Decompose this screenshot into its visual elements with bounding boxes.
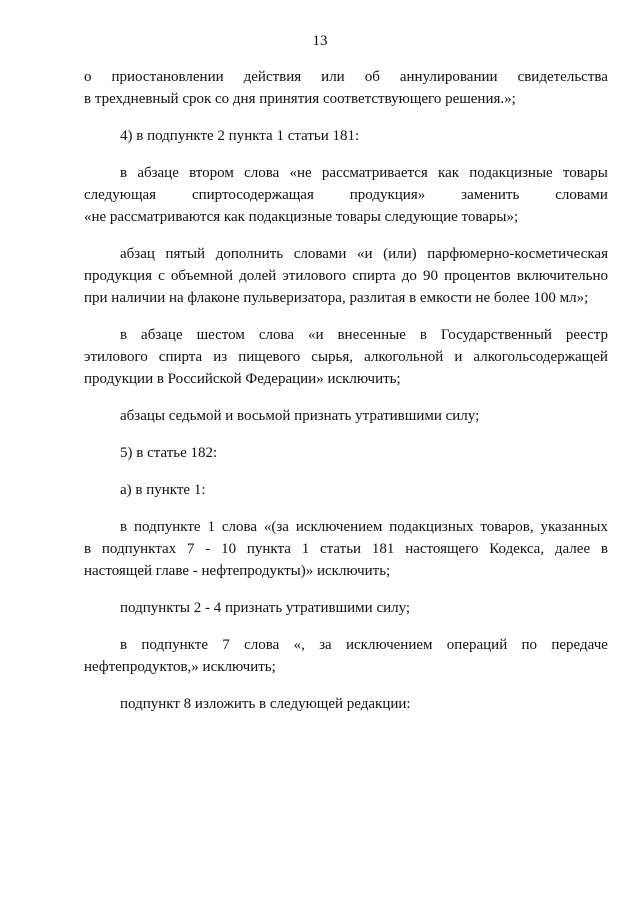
word: подпунктах (101, 541, 177, 557)
word: внесенные (337, 327, 406, 343)
word: 7 (222, 637, 230, 653)
word: «не (289, 165, 312, 181)
paragraph-9-line-2 (84, 538, 608, 560)
paragraph-3-line-2 (84, 184, 608, 206)
word: исключением (295, 519, 383, 535)
word: слова (258, 327, 295, 343)
paragraph-5-line-3: продукции в Российской Федерации» исключить; (84, 371, 401, 387)
paragraph-1-line-2: в трехдневный срок со дня принятия соответствующего решения.»; (84, 91, 516, 107)
word: дополнить (215, 246, 284, 262)
paragraph-6-line-1: абзацы седьмой и восьмой признать утратившими силу; (120, 408, 480, 424)
word: товаров, (480, 519, 534, 535)
word: подакцизных (389, 519, 474, 535)
word: в (120, 327, 128, 343)
paragraph-4-line-3: при наличии на флаконе пульверизатора, разлитая в емкости не более 100 мл»; (84, 290, 589, 306)
word: словами (293, 246, 347, 262)
word: пятый (165, 246, 206, 262)
word: этилового (282, 268, 347, 284)
paragraph-9-line-1 (84, 516, 608, 538)
word: в (600, 541, 608, 557)
word: в (84, 541, 92, 557)
word: «, (293, 637, 305, 653)
word: до (401, 268, 417, 284)
word: 90 (422, 268, 438, 284)
word: заменить (461, 187, 520, 203)
word: исключением (346, 637, 433, 653)
word: этилового (84, 349, 148, 365)
word: из (213, 349, 228, 365)
word: спирта (158, 349, 203, 365)
word: «и (357, 246, 373, 262)
word: реестр (565, 327, 608, 343)
word: 181 (371, 541, 395, 557)
word: 1 (207, 519, 215, 535)
word: как (438, 165, 460, 181)
word: свидетельства (517, 69, 608, 85)
word: объемной (170, 268, 234, 284)
paragraph-12-line-1: подпункт 8 изложить в следующей редакции: (120, 696, 411, 712)
word: слова (244, 637, 280, 653)
word: с (158, 268, 165, 284)
word: включительно (516, 268, 608, 284)
word: подакцизные (469, 165, 553, 181)
word: в (419, 327, 427, 343)
word: втором (189, 165, 234, 181)
word: слова (221, 519, 257, 535)
word: в (120, 519, 128, 535)
word: рассматривается (321, 165, 428, 181)
word: аннулировании (399, 69, 498, 85)
word: 10 (221, 541, 237, 557)
word: следующая (84, 187, 157, 203)
paragraph-2-line-1: 4) в подпункте 2 пункта 1 статьи 181: (120, 128, 360, 144)
word: по (521, 637, 538, 653)
word: о (84, 69, 92, 85)
word: спиртосодержащая (191, 187, 314, 203)
paragraph-4-line-2 (84, 265, 608, 287)
word: пищевого (238, 349, 301, 365)
word: долей (239, 268, 277, 284)
word: спирта (352, 268, 396, 284)
word: слова (244, 165, 280, 181)
word: продукция» (349, 187, 426, 203)
word: продукция (84, 268, 152, 284)
paragraph-11-line-2: нефтепродуктов,» исключить; (84, 659, 276, 675)
word: подпункте (133, 519, 201, 535)
document-body (84, 66, 608, 715)
paragraph-3-line-3: «не рассматриваются как подакцизные товары следующие товары»; (84, 209, 519, 225)
paragraph-5-line-1 (84, 324, 608, 346)
word: и (454, 349, 463, 365)
word: словами (555, 187, 608, 203)
word: алкогольсодержащей (473, 349, 608, 365)
word: приостановлении (111, 69, 224, 85)
word: об (364, 69, 380, 85)
paragraph-10-line-1: подпункты 2 - 4 признать утратившими силу; (120, 600, 411, 616)
word: Кодекса, (489, 541, 545, 557)
word: «и (307, 327, 324, 343)
paragraph-7-line-1: 5) в статье 182: (120, 445, 218, 461)
word: абзац (120, 246, 155, 262)
word: статьи (320, 541, 362, 557)
word: «(за (263, 519, 289, 535)
word: в (120, 637, 128, 653)
word: в (120, 165, 128, 181)
paragraph-3-line-1 (84, 162, 608, 184)
word: Государственный (440, 327, 552, 343)
word: сырья, (311, 349, 354, 365)
page-number: 13 (312, 33, 328, 49)
word: операций (446, 637, 508, 653)
word: 7 (186, 541, 195, 557)
word: алкогольной (364, 349, 444, 365)
word: товары (562, 165, 608, 181)
word: абзаце (137, 165, 179, 181)
paragraph-5-line-2 (84, 346, 608, 368)
paragraph-1-line-1 (84, 66, 608, 88)
word: подпункте (141, 637, 208, 653)
paragraph-8-line-1: а) в пункте 1: (120, 482, 206, 498)
paragraph-9-line-3: настоящей главе - нефтепродукты)» исключить; (84, 563, 391, 579)
word: далее (554, 541, 591, 557)
word: шестом (196, 327, 245, 343)
word: указанных (540, 519, 608, 535)
word: настоящего (405, 541, 479, 557)
word: 1 (301, 541, 310, 557)
paragraph-4-line-1 (84, 243, 608, 265)
word: действия (243, 69, 302, 85)
word: парфюмерно-косметическая (427, 246, 608, 262)
word: процентов (444, 268, 511, 284)
word: - (205, 541, 211, 557)
word: (или) (383, 246, 417, 262)
word: или (321, 69, 345, 85)
paragraph-11-line-1 (84, 634, 608, 656)
word: передаче (551, 637, 608, 653)
word: абзаце (141, 327, 183, 343)
word: за (319, 637, 332, 653)
word: пункта (246, 541, 291, 557)
